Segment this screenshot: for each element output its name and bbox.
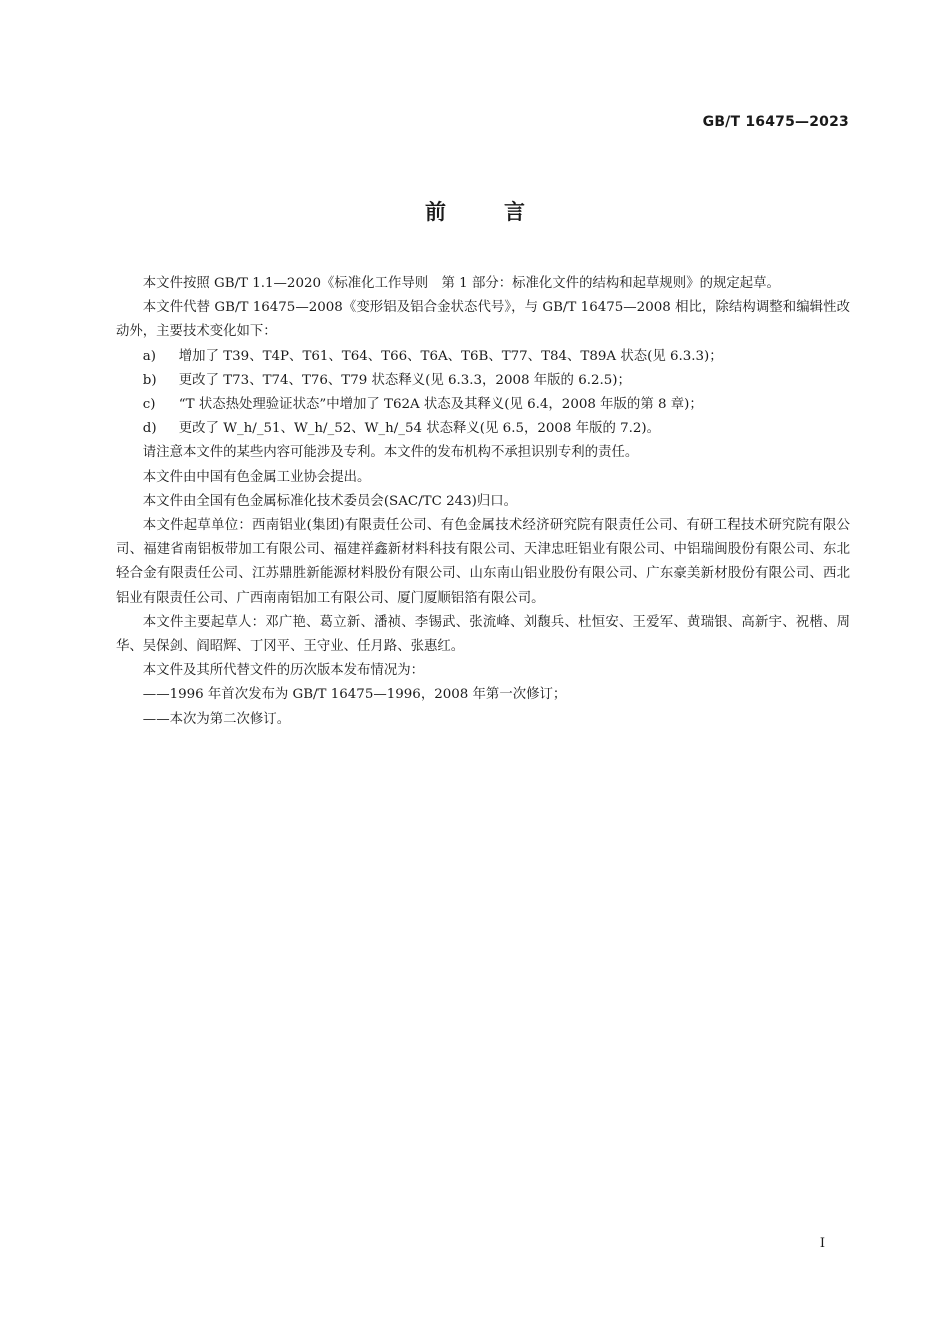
list-item-text: “T 状态热处理验证状态”中增加了 T62A 状态及其释义(见 6.4，2008 年版的第 8 章)； (178, 397, 703, 413)
paragraph-drafters: 本文件主要起草人：邓广艳、葛立新、潘祯、李锡武、张流峰、刘馥兵、杜恒安、王爱军、黄瑞银、高新宇、祝楷、周华、吴保剑、阎昭辉、丁冈平、王守业、任月路、张惠红。 (116, 614, 850, 655)
history-item: ——1996 年首次发布为 GB/T 16475—1996，2008 年第一次修订； (142, 687, 567, 703)
page-title: 前言 (425, 200, 583, 224)
paragraph-patent-notice: 请注意本文件的某些内容可能涉及专利。本文件的发布机构不承担识别专利的责任。 (142, 445, 639, 461)
paragraph-proposer: 本文件由中国有色金属工业协会提出。 (142, 469, 371, 485)
list-item-mark: b) (142, 372, 157, 388)
paragraph-drafting-units: 本文件起草单位：西南铝业(集团)有限责任公司、有色金属技术经济研究院有限责任公司、有研工程技术研究院有限公司、福建省南铝板带加工有限公司、福建祥鑫新材料科技有限公司、天津忠旺铝业有限公司、中铝瑞闽股份有限公司、东北轻合金有限责任公司、江苏鼎胜新能源材料股份有限公司、山东南山铝业股份有限公司、广东豪美新材股份有限公司、西北铝业有限责任公司、广西南南铝加工有限公司、厦门厦顺铝箔有限公司。 (116, 518, 850, 606)
list-item-text: 增加了 T39、T4P、T61、T64、T66、T6A、T6B、T77、T84、T89A 状态(见 6.3.3)； (178, 348, 723, 364)
list-item (116, 369, 850, 393)
standard-code: GB/T 16475—2023 (702, 114, 849, 130)
paragraph-drafting-rules: 本文件按照 GB/T 1.1—2020《标准化工作导则 第 1 部分：标准化文件的结构和起草规则》的规定起草。 (142, 276, 780, 291)
paragraph-replacement: 本文件代替 GB/T 16475—2008《变形铝及铝合金状态代号》，与 GB/T 16475—2008 相比，除结构调整和编辑性改动外，主要技术变化如下： (116, 300, 850, 340)
list-item (116, 345, 850, 369)
list-item (116, 417, 850, 441)
list-item-text: 更改了 T73、T74、T76、T79 状态释义(见 6.3.3，2008 年版的 6.2.5)； (178, 372, 631, 388)
list-item-mark: c) (142, 397, 156, 413)
page-number: I (819, 1236, 825, 1251)
list-item-mark: d) (142, 421, 157, 437)
history-item: ——本次为第二次修订。 (142, 711, 291, 727)
paragraph-history-intro: 本文件及其所代替文件的历次版本发布情况为： (142, 663, 424, 679)
document-body (116, 272, 850, 732)
list-item-mark: a) (142, 348, 157, 364)
list-item-text: 更改了 W_h/_51、W_h/_52、W_h/_54 状态释义(见 6.5，2008 年版的 7.2)。 (178, 421, 661, 437)
paragraph-committee: 本文件由全国有色金属标准化技术委员会(SAC/TC 243)归口。 (142, 493, 518, 509)
list-item (116, 393, 850, 417)
